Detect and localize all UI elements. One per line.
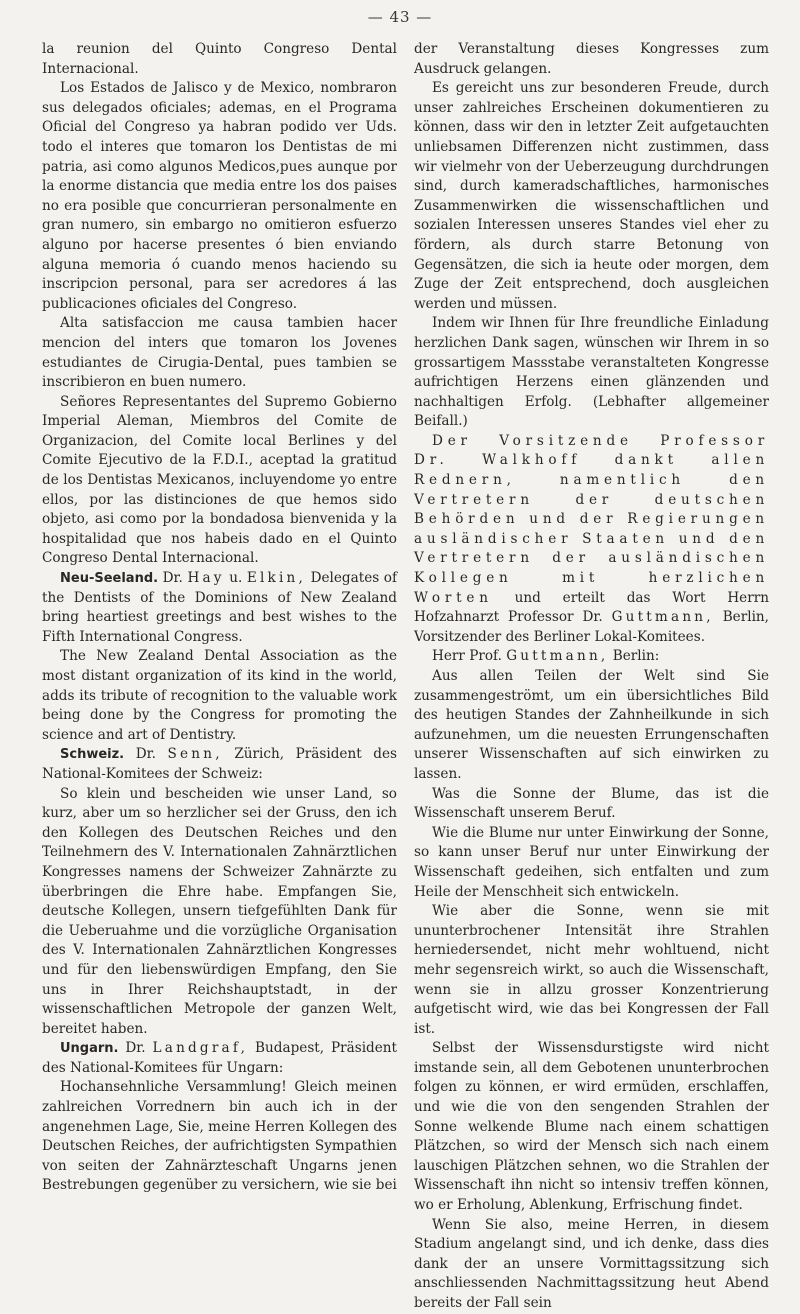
chairman-paragraph bbox=[414, 432, 769, 648]
paragraph: der Veranstaltung dieses Kongresses zum Ausdruck gelangen. bbox=[414, 41, 769, 77]
conjunction-text: u. bbox=[229, 570, 243, 587]
paragraph-text: Berlin, Vorsitzender des Berliner Lokal-Komitees. bbox=[414, 609, 769, 645]
spaced-text: Der Vorsitzende Professor Dr. Walkhoff dankt allen Rednern, namentlich den Vertretern der deutschen Behörden und der Regierungen ausländischer Staaten und den Vertretern der ausländischen Kollegen mit herzlichen Worten bbox=[414, 432, 769, 606]
paragraph: Wie die Blume nur unter Einwirkung der Sonne, so kann unser Beruf nur unter Einwirkung der Wissenschaft gedeihen, sich entfalten und zum Heile der Menschheit sich entwickeln. bbox=[414, 824, 769, 900]
title-text: Herr Prof. bbox=[432, 648, 502, 665]
paragraph: Los Estados de Jalisco y de Mexico, nombraron sus delegados oficiales; ademas, en el Programa Oficial del Congreso ya habran podido ver Uds. todo el interes que tomaron los Dentistas de mi patria, asi como algunos Medicos,pues aunque por la enorme distancia que media entre los dos paises no era posible que concurrieran personalmente en gran numero, sin embargo no omitieron esfuerzo alguno por hacerse presentes ó bien enviando alguna memoria ó cuando menos haciendo su inscripcion personal, para ser acredores á las publicaciones oficiales del Congreso. bbox=[42, 80, 397, 312]
country-heading: Schweiz. bbox=[60, 747, 125, 763]
paragraph: The New Zealand Dental Association as the most distant organization of its kind in the world, adds its tribute of recognition to the valuable work being done by the Congress for promoting the science and art of Dentistry. bbox=[42, 648, 397, 743]
speaker-text: Delegates of the Dentists of the Dominions of New Zealand bring heartiest greetings and best wishes to the Fifth International Congress. bbox=[42, 570, 397, 645]
paragraph: So klein und bescheiden wie unser Land, so kurz, aber um so herzlicher sei der Gruss, den ich den Kollegen des Deutschen Reiches und den Teilnehmern des V. Internationalen Zahnärztlichen Kongresses namens der Schweizer Zahnärzte zu überbringen die Ehre habe. Empfangen Sie, deutsche Kollegen, unsern tiefgefühlten Dank für die Ueberuahme und die vorzügliche Organisation des V. Internationalen Zahnärztlichen Kongresses und für den liebenswürdigen Empfang, den Sie uns in Ihrer Reichshauptstadt, in der wissenschaftlichen Metropole der ganzen Welt, bereitet haben. bbox=[42, 785, 397, 1037]
country-heading: Ungarn. bbox=[60, 1041, 119, 1057]
paragraph: Aus allen Teilen der Welt sind Sie zusammengeströmt, um ein übersichtliches Bild des heutigen Standes der Zahnheilkunde in sich aufzunehmen, um die neuesten Errungenschaften unserer Wissenschaften auf sich einwirken zu lassen. bbox=[414, 668, 769, 782]
paragraph: Hochansehnliche Versammlung! Gleich meinen zahlreichen Vorrednern bin auch ich in der angenehmen Lage, Sie, meine Herren Kollegen des Deutschen Reiches, der aufrichtigsten Sympathien von seiten der Zahnärzteschaft Ungarns jenen Bestrebungen gegenüber zu versichern, wie sie bei bbox=[42, 1079, 397, 1194]
paragraph: Wenn Sie also, meine Herren, in diesem Stadium angelangt sind, und ich denke, dass dies dank der an unsere Vormittagssitzung sich anschliessenden Nachmittagssitzung heut Abend bereits der Fall sein bbox=[414, 1216, 769, 1311]
paragraph: Alta satisfaccion me causa tambien hacer mencion del inters que tomaron los Jovenes estudiantes de Cirugia-Dental, pues tambien se inscribieron en buen numero. bbox=[42, 315, 397, 391]
speaker-text: Budapest, Präsident des National-Komitees für Ungarn: bbox=[42, 1040, 398, 1076]
title-text: Dr. bbox=[125, 1040, 146, 1057]
speaker-paragraph-hungary bbox=[42, 1039, 397, 1078]
speaker-name: Landgraf, bbox=[152, 1040, 249, 1057]
paragraph-text: und erteilt das Wort Herrn Hofzahnarzt Professor Dr. bbox=[414, 589, 769, 626]
speaker-name: Elkin, bbox=[246, 570, 307, 587]
speaker-name: Hay bbox=[187, 570, 225, 587]
speaker-name: Guttmann, bbox=[506, 648, 609, 665]
paragraph: la reunion del Quinto Congreso Dental Internacional. bbox=[42, 41, 397, 77]
title-text: Dr. bbox=[162, 570, 183, 587]
country-heading: Neu-Seeland. bbox=[60, 571, 159, 587]
paragraph: Wie aber die Sonne, wenn sie mit ununterbrochener Intensität ihre Strahlen herniedersendet, nicht mehr wohltuend, nicht mehr segensreich wirkt, so auch die Wissenschaft, wenn sie in allzu grosser Konzentrierung aufgetischt wird, wie das bei Kongressen der Fall ist. bbox=[414, 903, 769, 1037]
paragraph: Was die Sonne der Blume, das ist die Wissenschaft unserem Beruf. bbox=[414, 785, 769, 822]
speaker-intro bbox=[414, 647, 769, 667]
paragraph: Señores Representantes del Supremo Gobierno Imperial Aleman, Miembros del Comite de Organizacion, del Comite local Berlines y del Comite Ejecutivo de la F.D.I., aceptad la gratitud de los Dentistas Mexicanos, incluyendome yo entre ellos, por las distinciones de que hemos sido objeto, asi como por la bondadosa bienvenida y la hospitalidad que nos habeis dado en el Quinto Congreso Dental Internacional. bbox=[42, 393, 397, 567]
page-number: — 43 — bbox=[367, 8, 433, 26]
paragraph: Selbst der Wissensdurstigste wird nicht imstande sein, all dem Gebotenen ununterbrochen folgen zu können, er wird ermüden, erschlaffen, und wie die von den sengenden Strahlen der Sonne welkende Blume nach einem schattigen Plätzchen, so wird der Mensch sich nach einem lauschigen Plätzchen sehnen, wo die Strahlen der Wissenschaft ihn nicht so intensiv treffen können, wo er Erholung, Ablenkung, Erfrischung findet. bbox=[414, 1040, 769, 1214]
speaker-name: Senn, bbox=[167, 746, 223, 763]
right-column bbox=[414, 40, 769, 1314]
speaker-text: Berlin: bbox=[612, 648, 660, 665]
title-text: Dr. bbox=[135, 746, 156, 763]
speaker-paragraph-switzerland bbox=[42, 745, 397, 784]
paragraph: Es gereicht uns zur besonderen Freude, durch unser zahlreiches Erscheinen dokumentieren zu können, dass wir den in letzter Zeit aufgetauchten unliebsamen Differenzen nicht zustimmen, dass wir vielmehr von der Ueberzeugung durchdrungen sind, durch kameradschaftliches, harmonisches Zusammenwirken die wissenschaftlichen und sozialen Interessen unseres Standes viel eher zu fördern, als durch starre Betonung von Gegensätzen, die sich ia heute oder morgen, dem Zuge der Zeit entsprechend, doch ausgleichen werden und müssen. bbox=[414, 80, 769, 312]
left-column bbox=[42, 40, 397, 1196]
speaker-paragraph-new-zealand bbox=[42, 569, 397, 647]
speaker-name: Guttmann, bbox=[611, 609, 714, 626]
paragraph: Indem wir Ihnen für Ihre freundliche Einladung herzlichen Dank sagen, wünschen wir Ihrem in so grossartigem Massstabe veranstalteten Kongresse aufrichtigen Herzens einen glänzenden und nachhaltigen Erfolg. (Lebhafter allgemeiner Beifall.) bbox=[414, 315, 769, 430]
speaker-text: Zürich, Präsident des National-Komitees der Schweiz: bbox=[42, 746, 398, 782]
